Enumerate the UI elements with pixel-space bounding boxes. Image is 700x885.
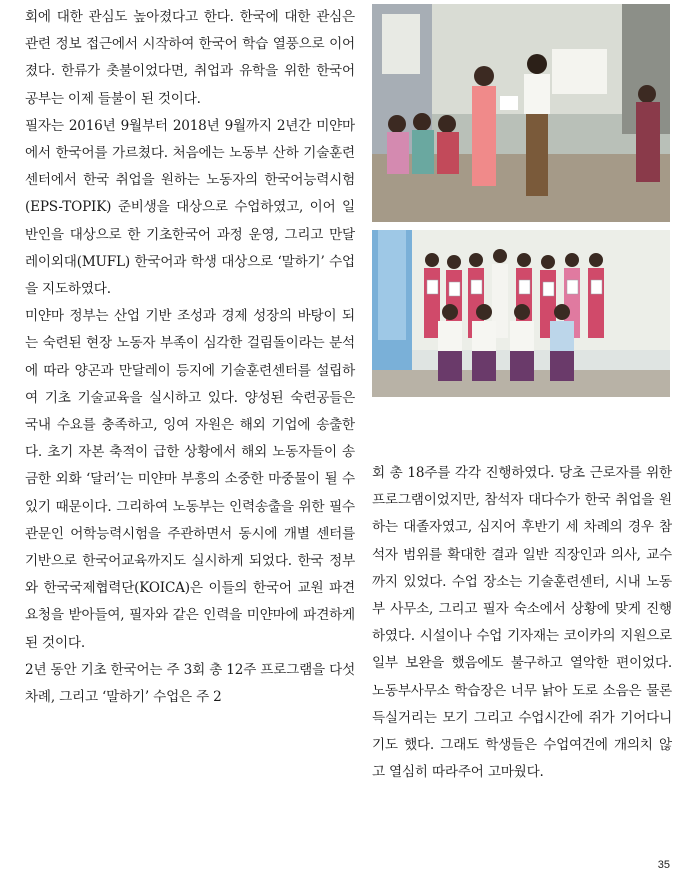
paragraph-4: 2년 동안 기초 한국어는 주 3회 총 12주 프로그램을 다섯 차례, 그리고 ‘말하기’ 수업은 주 2: [25, 661, 355, 706]
paragraph-1: 회에 대한 관심도 높아졌다고 한다. 한국에 대한 관심은 관련 정보 접근에서 시작하여 한국어 학습 열풍으로 이어졌다. 한류가 촛불이었다면, 취업과 유학을 위한 한국어 공부는 이제 들불이 된 것이다.: [25, 9, 355, 107]
paragraph-3: 미얀마 정부는 산업 기반 조성과 경제 성장의 바탕이 되는 숙련된 현장 노동자 부족이 심각한 걸림돌이라는 분석에 따라 양곤과 만달레이 등지에 기술훈련센터를 설립하여 기초 기술교육을 실시하고 있다. 양성된 숙련공들은 국내 수요를 충족하고, 잉여 자원은 해외 기업에 송출한다. 초기 자본 축적이 급한 상황에서 해외 노동자들이 송금한 외화 ‘달러’는 미얀마 부흥의 소중한 마중물이 될 수 있기 때문이다. 그리하여 노동부는 인력송출을 위한 필수 관문인 어학능력시험을 주관하면서 동시에 개별 센터를 기반으로 한국어교육까지도 실시하게 되었다. 한국 정부와 한국국제협력단(KOICA)은 이들의 한국어 교원 파견 요청을 받아들여, 필자와 같은 인력을 미얀마에 파견하게 된 것이다.: [25, 308, 355, 651]
students-group-photo: [372, 230, 670, 397]
classroom-photo-illustration: [372, 4, 670, 222]
page-number: 35: [657, 859, 670, 871]
group-photo-illustration: [372, 230, 670, 397]
classroom-certificate-photo: [372, 4, 670, 222]
right-text-column: [372, 460, 672, 786]
left-text-column: [25, 4, 355, 711]
paragraph-5: 회 총 18주를 각각 진행하였다. 당초 근로자를 위한 프로그램이었지만, 참석자 대다수가 한국 취업을 원하는 대졸자였고, 심지어 후반기 세 차례의 경우 참석자 범위를 확대한 결과 일반 직장인과 의사, 교수까지 있었다. 수업 장소는 기술훈련센터, 시내 노동부 사무소, 그리고 필자 숙소에서 상황에 맞게 진행하였다. 시설이나 수업 기자재는 코이카의 지원으로 일부 보완을 했음에도 불구하고 열악한 편이었다. 노동부사무소 학습장은 너무 낡아 도로 소음은 물론 득실거리는 모기 그리고 수업시간에 쥐가 기어다니기도 했다. 그래도 학생들은 수업여건에 개의치 않고 열심히 따라주어 고마웠다.: [372, 465, 672, 781]
paragraph-2: 필자는 2016년 9월부터 2018년 9월까지 2년간 미얀마에서 한국어를 가르쳤다. 처음에는 노동부 산하 기술훈련센터에서 한국 취업을 원하는 노동자의 한국어능력시험(EPS-TOPIK) 준비생을 대상으로 수업하였고, 이어 일반인을 대상으로 한 기초한국어 과정 운영, 그리고 만달레이외대(MUFL) 한국어과 학생 대상으로 ‘말하기’ 수업을 지도하였다.: [25, 117, 355, 298]
